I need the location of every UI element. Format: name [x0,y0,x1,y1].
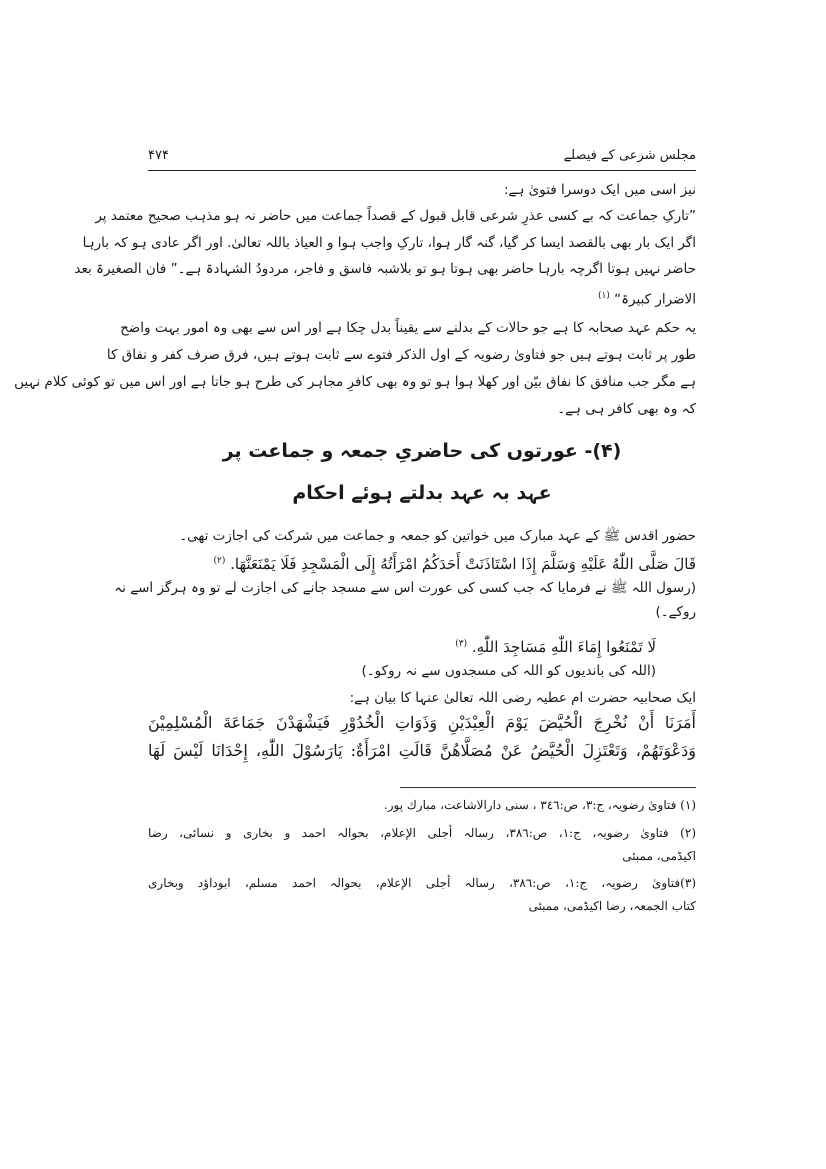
hadith-text: قَالَ صَلَّى اللّٰهُ عَلَيْهِ وَسَلَّمَ إِذَا اسْتَاذَنَتْ أَحَدَكُمُ امْرَأَتُهُ إِلَى الْمَسْجِدِ فَلَا يَمْنَعَنَّهَا. [230,555,696,573]
para-line: طور پر ثابت ہوتے ہیں جو فتاویٰ رضویہ کے اول الذکر فتوے سے ثابت ہوتے ہیں، فرق صرف کفر و نفاق کا [106,347,696,363]
running-header [148,148,696,171]
para-line: ہے مگر جب منافق کا نفاق بیّن اور کھلا ہوا ہو تو وہ بھی کافرِ مجاہر کی طرح ہو جاتا ہے اور اس میں تو کوئی کلام نہیں [14,374,696,390]
para-line: یہ حکم عہد صحابہ کا ہے جو حالات کے بدلنے سے یقیناً بدل چکا ہے اور اس سے بھی وہ امور بہت واضح [120,320,696,336]
footnote-2: (۲) فتاویٰ رضویہ، ج:۱، ص:۳۸٦، رسالہ أجلی الإعلام، بحوالہ احمد و بخاری و نسائی، رضا [148,826,697,840]
translation-line: روکے۔) [655,604,696,620]
hadith-text: لَا تَمْنَعُوا إِمَاءَ اللّٰهِ مَسَاجِدَ اللّٰهِ. [471,638,656,656]
hadith-1 [148,551,696,574]
page-number: ۴۷۴ [148,148,169,163]
quote-line: ”تارکِ جماعت کہ بے کسی عذرِ شرعی قابل قبول کے قصداً جماعت میں حاضر نہ ہو مذہب صحیح معتمد پر [95,208,696,224]
hadith-2 [148,634,656,657]
section-heading: (۴)- عورتوں کی حاضریِ جمعہ و جماعت پر [222,440,622,462]
quote-line: اگر ایک بار بھی بالقصد ایسا کر گیا، گنہ گار ہوا، تارکِ واجب ہوا و العیاذ باللہ تعالیٰ. اور اگر عادی ہو کہ بارہا [82,235,696,251]
footnote-ref: (۱) [597,291,610,301]
footnote-1: (۱) فتاویٰ رضویہ، ج:۳، ص:۳٤٦ ، سنی دارالاشاعت، مبارك پور. [383,798,696,812]
footnote-ref: (۳) [455,639,468,649]
footnote-3: (۳)فتاویٰ رضویہ، ج:۱، ص:۳۸٦، رسالہ أجلی الإعلام، بحوالہ احمد مسلم، ابوداؤد وبخاری [148,876,696,890]
quote-line [148,286,696,310]
footnote-3-cont: کتاب الجمعہ، رضا اکیڈمی، ممبئی [528,899,696,913]
footnote-divider [400,787,696,788]
book-title: مجلس شرعی کے فیصلے [563,148,696,163]
huzoor-line: حضور اقدس ﷺ کے عہد مبارک میں خواتین کو جمعہ و جماعت میں شرکت کی اجازت تھی۔ [179,528,696,544]
hadith-3-line: وَدَعْوَتَهُمْ، وَتَعْتَزِلَ الْحُيَّضُ عَنْ مُصَلَّاهُنَّ قَالَتِ امْرَأَةٌ: يَارَسُوْلَ اللّٰهِ، إِحْدَانَا لَيْسَ لَهَا [148,741,696,760]
hadith-3-line: أَمَرَنَا أَنْ نُخْرِجَ الْحُيَّضَ يَوْمَ الْعِيْدَيْنِ وَذَوَاتِ الْخُدُوْرِ فَيَشْهَدْنَ جَمَاعَةَ الْمُسْلِمِيْنَ [148,713,696,732]
quote-line: حاضر نہیں ہوتا اگرچہ بارہا حاضر بھی ہوتا ہو تو بلاشبہ فاسق و فاجر، مردودُ الشہادۃ ہے۔” فان الصغیرۃ بعد [74,261,696,277]
footnote-2-cont: اکیڈمی، ممبئی [622,849,696,863]
sahabiya-line: ایک صحابیہ حضرت ام عطیہ رضی اللہ تعالیٰ عنہا کا بیان ہے: [349,690,696,706]
para-line: کہ وہ بھی کافر ہی ہے۔ [557,401,696,417]
section-subheading: عہد بہ عہد بدلتے ہوئے احکام [292,482,552,504]
quote-end: الاضرار کبیرۃ“ [614,291,696,308]
translation-2: (اللہ کی باندیوں کو اللہ کی مسجدوں سے نہ روکو۔) [361,663,656,679]
footnote-ref: (۲) [213,556,226,566]
translation-line: (رسول اللہ ﷺ نے فرمایا کہ جب کسی کی عورت اس سے مسجد جانے کی اجازت لے تو وہ ہرگز اسے نہ [114,580,696,596]
intro-line: نیز اسی میں ایک دوسرا فتویٰ ہے: [504,182,696,198]
